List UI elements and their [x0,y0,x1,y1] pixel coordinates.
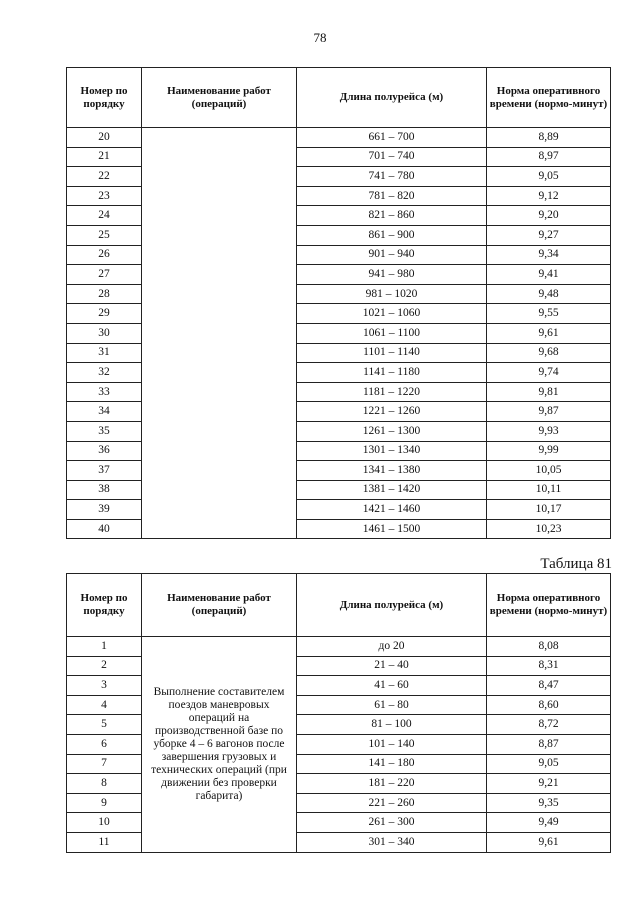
half-trip-length: 1221 – 1260 [297,402,487,422]
half-trip-length: 1261 – 1300 [297,421,487,441]
header-half-trip-length: Длина полурейса (м) [297,68,487,128]
half-trip-length: 1061 – 1100 [297,323,487,343]
row-number: 20 [67,128,142,148]
time-norm-value: 9,20 [487,206,611,226]
row-number: 35 [67,421,142,441]
row-number: 27 [67,265,142,285]
row-number: 38 [67,480,142,500]
time-norm-value: 8,47 [487,676,611,696]
half-trip-length: 821 – 860 [297,206,487,226]
row-number: 36 [67,441,142,461]
operation-description: Выполнение составителем поездов маневровых операций на производственной базе по уборке 4 – 6 вагонов после завершения грузовых и технических операций (при движении без проверки габарита) [142,637,297,853]
time-norm-value: 9,21 [487,774,611,794]
time-norm-value: 9,05 [487,167,611,187]
half-trip-length: 41 – 60 [297,676,487,696]
time-norm-value: 9,27 [487,225,611,245]
time-norm-value: 9,41 [487,265,611,285]
row-number: 21 [67,147,142,167]
half-trip-length: 1141 – 1180 [297,363,487,383]
time-norm-value: 10,23 [487,519,611,539]
row-number: 28 [67,284,142,304]
table-row [67,637,611,657]
row-number: 22 [67,167,142,187]
row-number: 2 [67,656,142,676]
half-trip-length: 1381 – 1420 [297,480,487,500]
row-number: 6 [67,734,142,754]
time-norm-value: 9,93 [487,421,611,441]
time-norm-value: 8,31 [487,656,611,676]
half-trip-length: 981 – 1020 [297,284,487,304]
header-number: Номер по порядку [67,68,142,128]
table-header-row [67,68,611,128]
table-row [67,128,611,148]
time-norm-value: 8,60 [487,695,611,715]
header-number: Номер по порядку [67,574,142,637]
half-trip-length: 1181 – 1220 [297,382,487,402]
half-trip-length: 1461 – 1500 [297,519,487,539]
row-number: 37 [67,461,142,481]
half-trip-length: 261 – 300 [297,813,487,833]
header-time-norm: Норма оперативного времени (нормо-минут) [487,68,611,128]
row-number: 39 [67,500,142,520]
half-trip-length: 1101 – 1140 [297,343,487,363]
norm-table-81 [66,573,611,853]
row-number: 23 [67,186,142,206]
row-number: 7 [67,754,142,774]
time-norm-value: 9,49 [487,813,611,833]
half-trip-length: 741 – 780 [297,167,487,187]
time-norm-value: 9,99 [487,441,611,461]
time-norm-value: 10,17 [487,500,611,520]
time-norm-value: 9,61 [487,832,611,852]
time-norm-value: 9,61 [487,323,611,343]
half-trip-length: 141 – 180 [297,754,487,774]
time-norm-value: 8,89 [487,128,611,148]
time-norm-value: 9,48 [487,284,611,304]
row-number: 8 [67,774,142,794]
time-norm-value: 8,72 [487,715,611,735]
time-norm-value: 9,87 [487,402,611,422]
row-number: 30 [67,323,142,343]
half-trip-length: 861 – 900 [297,225,487,245]
half-trip-length: 221 – 260 [297,793,487,813]
header-time-norm: Норма оперативного времени (нормо-минут) [487,574,611,637]
row-number: 9 [67,793,142,813]
row-number: 5 [67,715,142,735]
half-trip-length: 181 – 220 [297,774,487,794]
row-number: 11 [67,832,142,852]
half-trip-length: 1021 – 1060 [297,304,487,324]
half-trip-length: 81 – 100 [297,715,487,735]
time-norm-value: 8,08 [487,637,611,657]
time-norm-value: 9,81 [487,382,611,402]
header-operation-name: Наименование работ (операций) [142,68,297,128]
half-trip-length: 661 – 700 [297,128,487,148]
row-number: 40 [67,519,142,539]
half-trip-length: 301 – 340 [297,832,487,852]
time-norm-value: 8,97 [487,147,611,167]
time-norm-value: 9,74 [487,363,611,383]
time-norm-value: 9,34 [487,245,611,265]
half-trip-length: 1341 – 1380 [297,461,487,481]
half-trip-length: 901 – 940 [297,245,487,265]
half-trip-length: 1421 – 1460 [297,500,487,520]
page-number: 78 [313,30,327,45]
half-trip-length: 781 – 820 [297,186,487,206]
row-number: 25 [67,225,142,245]
row-number: 4 [67,695,142,715]
header-half-trip-length: Длина полурейса (м) [297,574,487,637]
half-trip-length: 21 – 40 [297,656,487,676]
table-caption: Таблица 81 [540,556,612,572]
half-trip-length: 701 – 740 [297,147,487,167]
half-trip-length: до 20 [297,637,487,657]
norm-table-continued [66,67,611,539]
half-trip-length: 1301 – 1340 [297,441,487,461]
row-number: 29 [67,304,142,324]
half-trip-length: 101 – 140 [297,734,487,754]
row-number: 34 [67,402,142,422]
row-number: 26 [67,245,142,265]
time-norm-value: 9,35 [487,793,611,813]
row-number: 10 [67,813,142,833]
row-number: 31 [67,343,142,363]
time-norm-value: 9,55 [487,304,611,324]
half-trip-length: 61 – 80 [297,695,487,715]
row-number: 3 [67,676,142,696]
time-norm-value: 10,11 [487,480,611,500]
time-norm-value: 8,87 [487,734,611,754]
row-number: 32 [67,363,142,383]
time-norm-value: 9,12 [487,186,611,206]
half-trip-length: 941 – 980 [297,265,487,285]
time-norm-value: 9,05 [487,754,611,774]
time-norm-value: 10,05 [487,461,611,481]
row-number: 33 [67,382,142,402]
time-norm-value: 9,68 [487,343,611,363]
row-number: 1 [67,637,142,657]
row-number: 24 [67,206,142,226]
table-header-row [67,574,611,637]
operation-description [142,128,297,539]
header-operation-name: Наименование работ (операций) [142,574,297,637]
